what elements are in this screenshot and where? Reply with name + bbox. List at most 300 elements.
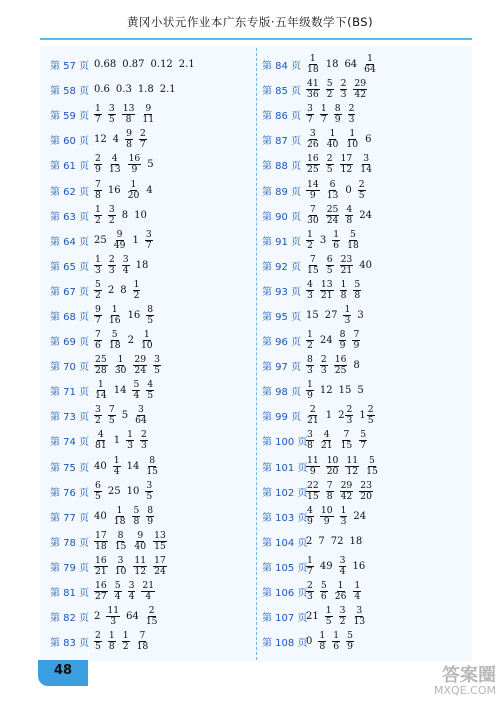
answer-list [306,606,372,627]
answer-list [94,380,160,401]
answer-row [50,629,201,654]
numerator: 1 [143,329,150,341]
denominator: 20 [127,189,140,201]
fraction [141,104,155,125]
answer-value: 64 [126,611,139,623]
numerator: 4 [97,429,104,441]
answer-list [306,129,377,150]
answer-value: 0 [306,636,313,648]
fraction [306,79,320,100]
denominator: 5 [326,164,333,176]
numerator: 2 [95,153,101,165]
page-label: 第 59 页 [50,111,90,123]
answer-value [108,405,116,426]
numerator: 4 [323,429,330,441]
denominator: 26 [334,591,347,603]
answer-list [306,456,385,477]
fraction [113,456,121,477]
numerator: 2 [367,404,374,416]
answer-value [306,456,320,477]
page-label: 第 102 页 [262,487,308,499]
denominator: 10 [140,340,153,352]
answer-row [262,579,385,604]
denominator: 4 [145,591,152,603]
denominator: 5 [358,189,365,201]
answer-list [306,380,370,401]
answer-list [94,556,173,577]
denominator: 3 [340,89,347,101]
denominator: 7 [307,114,313,126]
numerator: 13 [154,529,166,541]
fraction [326,180,340,201]
answer-value: 8 [121,209,129,221]
denominator: 9 [323,515,330,527]
answer-row [262,77,385,102]
numerator: 5 [114,580,121,592]
page-label: 第 68 页 [50,311,90,323]
answer-list [306,54,383,75]
denominator: 3 [307,591,313,603]
numerator: 11 [107,605,120,617]
numerator: 23 [360,479,372,491]
fraction [94,380,108,401]
answer-value [326,255,334,276]
denominator: 6 [320,591,327,603]
answer-list [306,280,367,301]
denominator: 5 [326,264,333,276]
answer-value [338,405,353,426]
fraction [146,380,154,401]
answer-list [94,456,165,477]
denominator: 20 [326,465,339,477]
fraction [306,255,320,276]
numerator: 2 [346,404,353,416]
numerator: 5 [133,379,140,391]
answer-list [94,154,160,175]
fraction [140,430,148,451]
answer-value [153,531,167,552]
denominator: 8 [326,490,333,502]
denominator: 3 [108,264,115,276]
answer-list [306,556,371,577]
answer-value [359,154,373,175]
fraction [306,581,314,602]
answer-value [306,205,320,226]
answer-value [94,180,102,201]
answer-value [141,581,155,602]
answer-value [134,405,148,426]
answer-value [94,405,102,426]
answer-value [126,430,134,451]
denominator: 9 [131,164,138,176]
numerator: 7 [309,253,316,265]
answer-value: 18 [135,259,149,271]
denominator: 10 [346,139,359,151]
fraction [128,154,142,175]
fraction [108,405,116,426]
fraction [306,54,320,75]
numerator: 8 [117,529,124,541]
answer-row [50,403,201,428]
answer-value [326,180,340,201]
page-label: 第 87 页 [262,136,302,148]
answer-list [306,79,373,100]
page-label: 第 99 页 [262,412,302,424]
fraction [94,405,102,426]
denominator: 3 [340,515,347,527]
answer-value: 24 [353,510,367,522]
numerator: 8 [307,354,313,366]
answer-row [262,504,385,529]
numerator: 29 [340,479,353,491]
numerator: 1 [113,454,120,466]
denominator: 5 [325,616,332,628]
column-divider [256,48,257,660]
fraction [94,280,102,301]
fraction [320,581,328,602]
answer-list [94,129,153,150]
answer-value: 0.12 [150,59,173,71]
denominator: 7 [139,139,146,151]
answer-list [306,205,378,226]
numerator: 1 [329,128,336,140]
answer-value [346,230,360,251]
answer-value [153,355,161,376]
answer-list [94,180,159,201]
fraction [340,79,348,100]
answer-value [108,154,122,175]
fraction [343,305,351,326]
page-header: 黄冈小状元作业本广东专版·五年级数学下(BS) [126,15,374,29]
denominator: 9 [339,340,346,352]
fraction [345,405,353,426]
answer-row [50,328,201,353]
denominator: 5 [108,415,115,427]
answer-list [306,481,379,502]
answer-list [306,536,368,547]
fraction [352,606,366,627]
answer-value [306,355,314,376]
page-label: 第 74 页 [50,437,90,449]
answer-value [306,129,320,150]
answer-value [306,430,314,451]
denominator: 7 [320,114,327,126]
fraction [127,180,141,201]
denominator: 40 [326,139,339,151]
answer-row [262,454,385,479]
page-label: 第 75 页 [50,462,90,474]
numerator: 4 [346,203,353,215]
answer-value [140,330,154,351]
answer-row [50,152,201,177]
denominator: 3 [307,289,313,301]
page-label: 第 81 页 [50,588,90,600]
answer-list [306,506,372,527]
answer-value: 14 [126,460,140,472]
answer-value: 1 [325,410,333,422]
denominator: 8 [340,289,347,301]
fraction [94,154,102,175]
answer-value [340,280,348,301]
numerator: 1 [111,303,118,315]
fraction [133,556,147,577]
header-rule [40,38,472,40]
answer-value [359,405,374,426]
fraction [113,506,127,527]
fraction [334,355,348,376]
numerator: 8 [339,329,346,341]
answer-value [94,104,102,125]
numerator: 1 [108,630,115,642]
answer-value [306,405,320,426]
answer-value [153,556,167,577]
fraction [318,631,326,652]
page-label: 第 89 页 [262,186,302,198]
fraction [348,104,356,125]
numerator: 3 [95,404,101,416]
numerator: 29 [134,354,147,366]
answer-value [94,305,102,326]
answer-value [306,556,314,577]
answer-value: 72 [330,535,344,547]
fraction [94,631,102,652]
fraction [133,355,147,376]
answer-value [306,280,314,301]
numerator: 5 [369,454,375,466]
denominator: 8 [133,515,140,527]
numerator: 9 [137,529,144,541]
page-label: 第 100 页 [262,437,308,449]
numerator: 21 [142,580,155,592]
denominator: 2 [326,89,333,101]
answer-value [306,255,320,276]
numerator: 3 [307,103,313,115]
answer-value [334,355,348,376]
numerator: 2 [307,580,313,592]
answer-value [306,481,320,502]
fraction [326,129,340,150]
numerator: 1 [127,429,133,441]
answer-value [146,380,154,401]
denominator: 2 [95,415,101,427]
denominator: 2 [307,340,313,352]
answer-value: 40 [359,259,372,271]
numerator: 16 [95,554,107,566]
answer-row [50,228,201,253]
numerator: 16 [128,153,141,165]
answer-row [50,52,201,77]
left-answer-column [50,52,201,654]
denominator: 9 [334,114,341,126]
denominator: 15 [307,264,319,276]
fraction [108,330,122,351]
numerator: 5 [95,278,101,290]
fraction [94,330,102,351]
denominator: 12 [340,164,353,176]
answer-row [262,52,385,77]
numerator: 23 [340,253,353,265]
fraction [306,355,314,376]
answer-value [94,481,102,502]
answer-value [306,79,320,100]
answer-row [262,152,385,177]
fraction [133,531,147,552]
answer-row [50,479,201,504]
answer-value [94,430,108,451]
answer-value: 24 [359,209,372,221]
fraction [133,280,141,301]
answer-list [306,180,372,201]
fraction [326,456,340,477]
answer-value: 18 [349,535,363,547]
answer-row [50,203,201,228]
answer-value [340,506,348,527]
fraction [153,556,167,577]
denominator: 9 [307,515,313,527]
answer-row [262,127,385,152]
answer-value: 1 [113,435,121,447]
numerator: 4 [307,278,313,290]
answer-value [348,104,356,125]
answer-value [140,430,148,451]
answer-value [114,355,128,376]
denominator: 27 [95,591,107,603]
page-label: 第 98 页 [262,387,302,399]
answer-value [94,355,108,376]
answer-value [339,330,347,351]
denominator: 42 [354,89,367,101]
answer-list [94,305,160,326]
page-label: 第 88 页 [262,161,302,173]
answer-row [50,253,201,278]
denominator: 8 [95,189,101,201]
fraction [153,531,167,552]
answer-value [132,380,140,401]
answer-value [346,631,354,652]
watermark-url: MXQE.COM [434,684,496,697]
answer-value: 14 [113,385,127,397]
answer-value: 7 [318,535,325,547]
denominator: 25 [334,365,347,377]
fraction [353,581,361,602]
answer-value [326,456,340,477]
answer-value [359,481,373,502]
denominator: 4 [339,565,346,577]
fraction [339,330,347,351]
answer-value [332,631,340,652]
denominator: 24 [154,565,166,577]
answer-value [133,556,147,577]
denominator: 9 [353,340,360,352]
answer-value [363,54,377,75]
denominator: 7 [95,114,101,126]
fraction [352,330,360,351]
answer-value [306,104,314,125]
answer-list [94,255,154,276]
answer-value: 15 [306,309,319,321]
answer-row [262,604,385,629]
answer-row [262,328,385,353]
denominator: 26 [307,139,319,151]
numerator: 2 [326,153,333,165]
numerator: 3 [128,580,135,592]
denominator: 2 [95,214,101,226]
page-label: 第 96 页 [262,337,302,349]
fraction [108,154,122,175]
answer-value [108,305,122,326]
numerator: 5 [320,580,327,592]
numerator: 7 [326,479,333,491]
numerator: 1 [337,580,344,592]
fraction [306,481,320,502]
fraction [94,305,102,326]
answer-value: 2 [94,611,101,623]
watermark-logo [410,665,496,700]
numerator: 1 [95,253,101,265]
answer-list [94,104,161,125]
answer-value [320,355,328,376]
answer-value [332,230,340,251]
numerator: 2 [108,253,115,265]
answer-row [50,102,201,127]
denominator: 7 [95,314,101,326]
answer-value [320,581,328,602]
denominator: 3 [346,415,353,427]
denominator: 2 [122,641,129,653]
denominator: 5 [108,114,115,126]
fraction [320,506,334,527]
answer-value [94,631,102,652]
denominator: 20 [360,490,372,502]
numerator: 9 [95,303,101,315]
answer-row [262,253,385,278]
answer-list [306,430,373,451]
numerator: 3 [363,153,370,165]
denominator: 64 [135,415,147,427]
page-label: 第 93 页 [262,286,302,298]
answer-value: 16 [352,560,366,572]
numerator: 3 [145,228,152,240]
fraction [114,556,128,577]
numerator: 3 [154,354,160,366]
denominator: 3 [348,114,355,126]
page-number: 48 [53,663,73,678]
answer-value [352,606,366,627]
fraction [94,531,108,552]
denominator: 12 [346,465,359,477]
denominator: 64 [364,64,376,76]
numerator: 1 [117,354,124,366]
answer-value [113,506,127,527]
answer-value [114,581,122,602]
page-label: 第 63 页 [50,211,90,223]
answer-value: 1 [132,234,139,246]
denominator: 15 [114,540,127,552]
answer-value: 0.87 [122,59,145,71]
denominator: 5 [154,365,160,377]
numerator: 4 [111,153,118,165]
answer-value [94,581,108,602]
answer-value: 0 [345,184,352,196]
answer-value: 16 [107,184,121,196]
answer-list [94,506,160,527]
numerator: 1 [133,278,140,290]
answer-value [141,104,155,125]
answer-value: 0.68 [94,59,117,71]
answer-value: 8 [120,284,127,296]
answer-value [145,606,159,627]
answer-value [352,330,360,351]
